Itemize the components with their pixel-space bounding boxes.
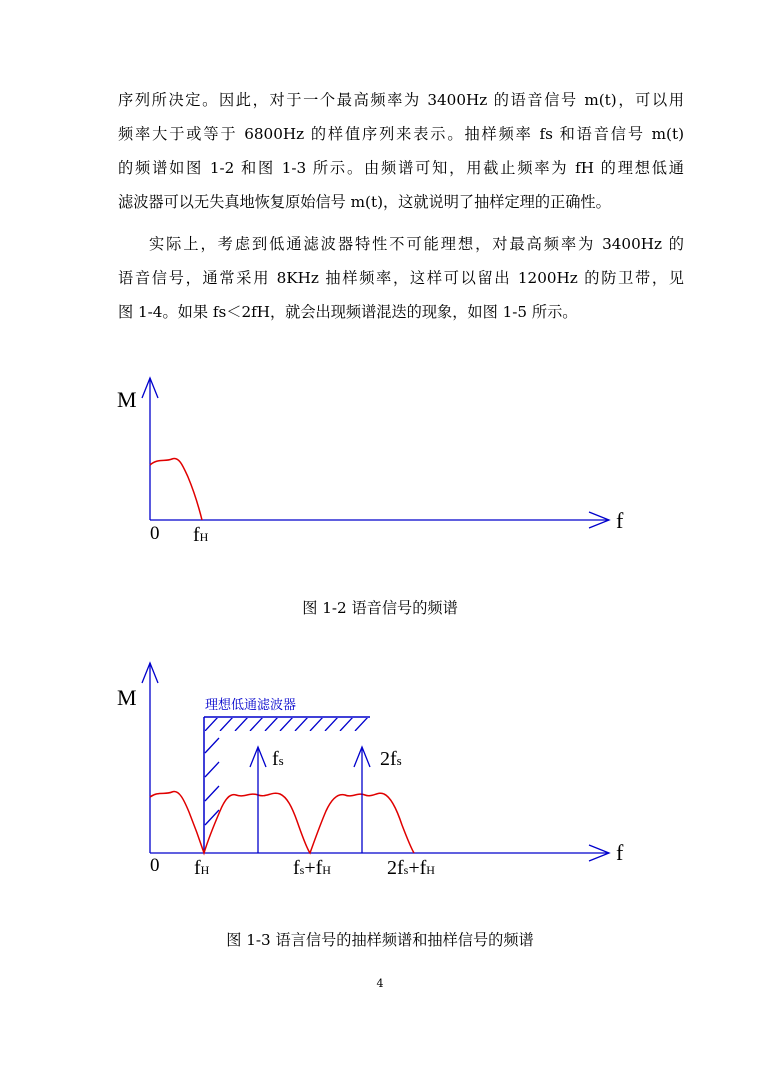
filter-label: 理想低通滤波器 — [205, 698, 297, 713]
paragraph-2 — [118, 227, 684, 329]
tick-2fs-plus-fh-label: 2fs+fH — [387, 857, 435, 879]
x-axis-label: f — [616, 840, 624, 865]
filter-hatch-side — [205, 738, 219, 825]
origin-label: 0 — [150, 523, 160, 544]
y-axis-label: M — [117, 387, 137, 412]
x-axis-label: f — [616, 508, 624, 533]
page-number: 4 — [376, 977, 384, 990]
y-axis-label: M — [117, 685, 137, 710]
tick-fs-plus-fh-label: fs+fH — [293, 857, 331, 879]
figure-1-2-caption: 图 1-2 语音信号的频谱 — [302, 599, 458, 617]
paragraph-2-line-3: 图 1-4。如果 fs＜2fH，就会出现频谱混迭的现象，如图 1-5 所示。 — [118, 303, 578, 321]
figure-1-3-sampled-spectrum — [0, 655, 760, 885]
paragraph-1-line-2: 频率大于或等于 6800Hz 的样值序列来表示。抽样频率 fs 和语音信号 m(t) — [118, 125, 684, 143]
filter-hatch-top — [205, 717, 368, 731]
baseband-spectrum-curve — [150, 458, 202, 520]
paragraph-1 — [118, 83, 684, 219]
impulse-2fs-label: 2fs — [380, 748, 402, 770]
sampled-spectrum-curve — [150, 792, 414, 853]
paragraph-1-line-4: 滤波器可以无失真地恢复原始信号 m(t)，这就说明了抽样定理的正确性。 — [118, 193, 611, 211]
figure-1-3-caption: 图 1-3 语言信号的抽样频谱和抽样信号的频谱 — [226, 931, 534, 949]
impulse-fs-label: fs — [272, 748, 284, 770]
figure-1-2-spectrum — [0, 370, 760, 550]
paragraph-1-line-3: 的频谱如图 1-2 和图 1-3 所示。由频谱可知，用截止频率为 fH 的理想低通 — [118, 159, 684, 177]
origin-label: 0 — [150, 855, 160, 876]
paragraph-1-line-1: 序列所决定。因此，对于一个最高频率为 3400Hz 的语音信号 m(t)，可以用 — [118, 91, 684, 109]
fh-tick-label: fH — [193, 524, 209, 546]
paragraph-2-line-1: 实际上，考虑到低通滤波器特性不可能理想，对最高频率为 3400Hz 的 — [149, 235, 684, 253]
paragraph-2-line-2: 语音信号，通常采用 8KHz 抽样频率，这样可以留出 1200Hz 的防卫带，见 — [118, 269, 684, 287]
tick-fh-label: fH — [194, 857, 210, 879]
